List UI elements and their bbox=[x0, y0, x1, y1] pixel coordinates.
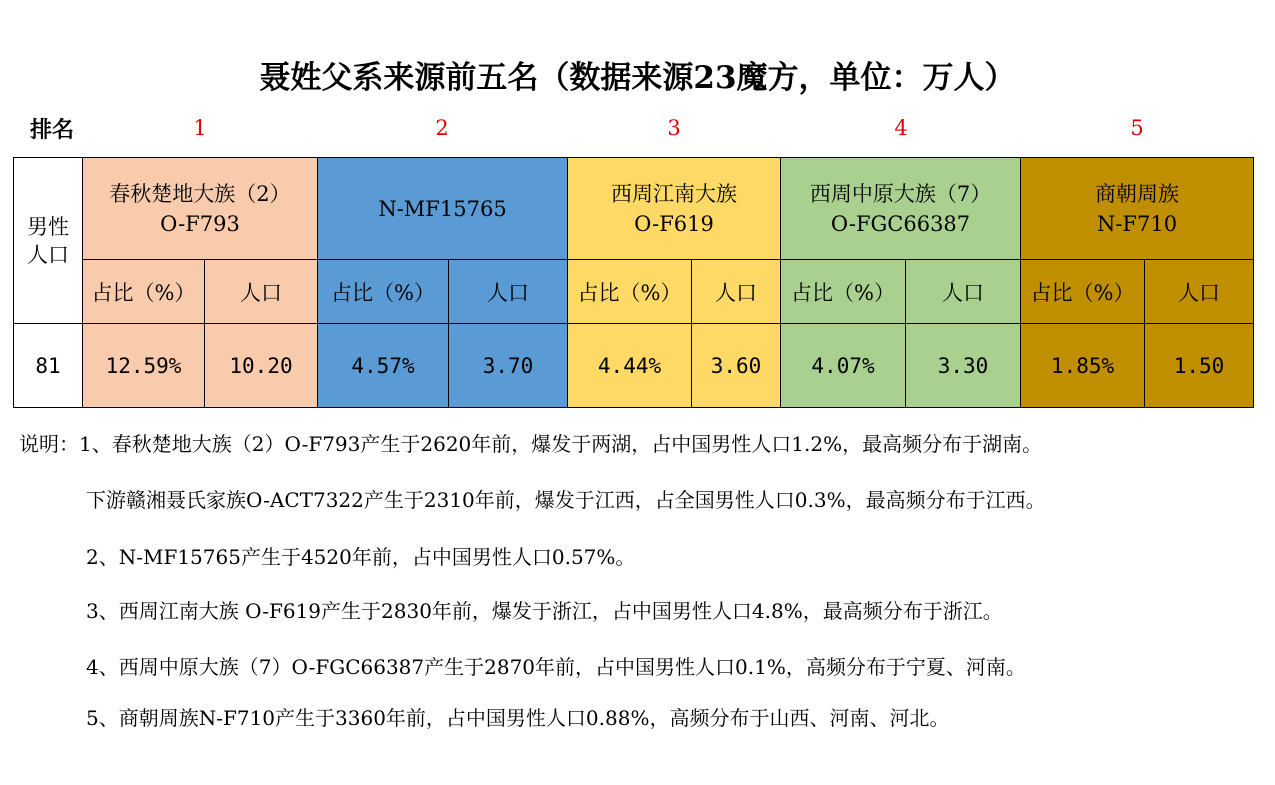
group-header-3 bbox=[568, 158, 781, 260]
group-haplogroup-3: O-F619 bbox=[634, 211, 714, 236]
ratio-value-3: 4.44% bbox=[568, 324, 692, 408]
note-line-3: 2、N-MF15765产生于4520年前，占中国男性人口0.57%。 bbox=[86, 545, 636, 569]
population-header-2: 人口 bbox=[449, 260, 568, 324]
note-line-6: 5、商朝周族N-F710产生于3360年前，占中国男性人口0.88%，高频分布于山西、河南、河北。 bbox=[86, 706, 950, 730]
male-population-header-text: 男性 人口 bbox=[27, 214, 69, 267]
population-header-1: 人口 bbox=[205, 260, 318, 324]
group-haplogroup-5: N-F710 bbox=[1096, 211, 1178, 236]
haplogroup-table bbox=[13, 157, 1254, 408]
group-header-2 bbox=[318, 158, 568, 260]
group-header-4 bbox=[781, 158, 1021, 260]
group-header-1 bbox=[83, 158, 318, 260]
rank-number-1: 1 bbox=[193, 116, 207, 140]
ratio-header-3: 占比（%） bbox=[568, 260, 692, 324]
population-value-4: 3.30 bbox=[906, 324, 1021, 408]
ratio-header-4: 占比（%） bbox=[781, 260, 906, 324]
group-haplogroup-4: O-FGC66387 bbox=[830, 211, 971, 236]
male-population-header bbox=[14, 158, 83, 324]
group-haplogroup-1: O-F793 bbox=[160, 211, 240, 236]
group-name-3: 西周江南大族 bbox=[611, 181, 738, 206]
ratio-value-1: 12.59% bbox=[83, 324, 205, 408]
group-name-4: 西周中原大族（7） bbox=[809, 181, 992, 206]
ratio-header-2: 占比（%） bbox=[318, 260, 449, 324]
ratio-header-5: 占比（%） bbox=[1021, 260, 1145, 324]
note-line-1: 说明：1、春秋楚地大族（2）O-F793产生于2620年前，爆发于两湖，占中国男性人口1.2%，最高频分布于湖南。 bbox=[19, 432, 1043, 456]
population-header-5: 人口 bbox=[1145, 260, 1254, 324]
note-line-5: 4、西周中原大族（7）O-FGC66387产生于2870年前，占中国男性人口0.1%，高频分布于宁夏、河南。 bbox=[86, 655, 1026, 679]
rank-number-4: 4 bbox=[894, 116, 908, 140]
male-population-value: 81 bbox=[14, 324, 83, 408]
group-header-5 bbox=[1021, 158, 1254, 260]
population-value-3: 3.60 bbox=[692, 324, 781, 408]
ratio-value-4: 4.07% bbox=[781, 324, 906, 408]
rank-number-2: 2 bbox=[435, 116, 449, 140]
note-line-2: 下游赣湘聂氏家族O-ACT7322产生于2310年前，爆发于江西，占全国男性人口0.3%，最高频分布于江西。 bbox=[86, 488, 1046, 512]
rank-number-3: 3 bbox=[667, 116, 681, 140]
ratio-value-2: 4.57% bbox=[318, 324, 449, 408]
group-haplogroup-2: N-MF15765 bbox=[378, 196, 507, 221]
group-name-5: 商朝周族 bbox=[1095, 181, 1180, 206]
page-title: 聂姓父系来源前五名（数据来源23魔方，单位：万人） bbox=[259, 60, 1016, 96]
rank-number-5: 5 bbox=[1130, 116, 1144, 140]
ratio-header-1: 占比（%） bbox=[83, 260, 205, 324]
population-value-5: 1.50 bbox=[1145, 324, 1254, 408]
population-value-2: 3.70 bbox=[449, 324, 568, 408]
group-name-1: 春秋楚地大族（2） bbox=[109, 181, 291, 206]
population-header-3: 人口 bbox=[692, 260, 781, 324]
ratio-value-5: 1.85% bbox=[1021, 324, 1145, 408]
rank-label: 排名 bbox=[30, 117, 75, 143]
note-line-4: 3、西周江南大族 O-F619产生于2830年前，爆发于浙江，占中国男性人口4.8%，最高频分布于浙江。 bbox=[86, 599, 1003, 623]
population-header-4: 人口 bbox=[906, 260, 1021, 324]
population-value-1: 10.20 bbox=[205, 324, 318, 408]
